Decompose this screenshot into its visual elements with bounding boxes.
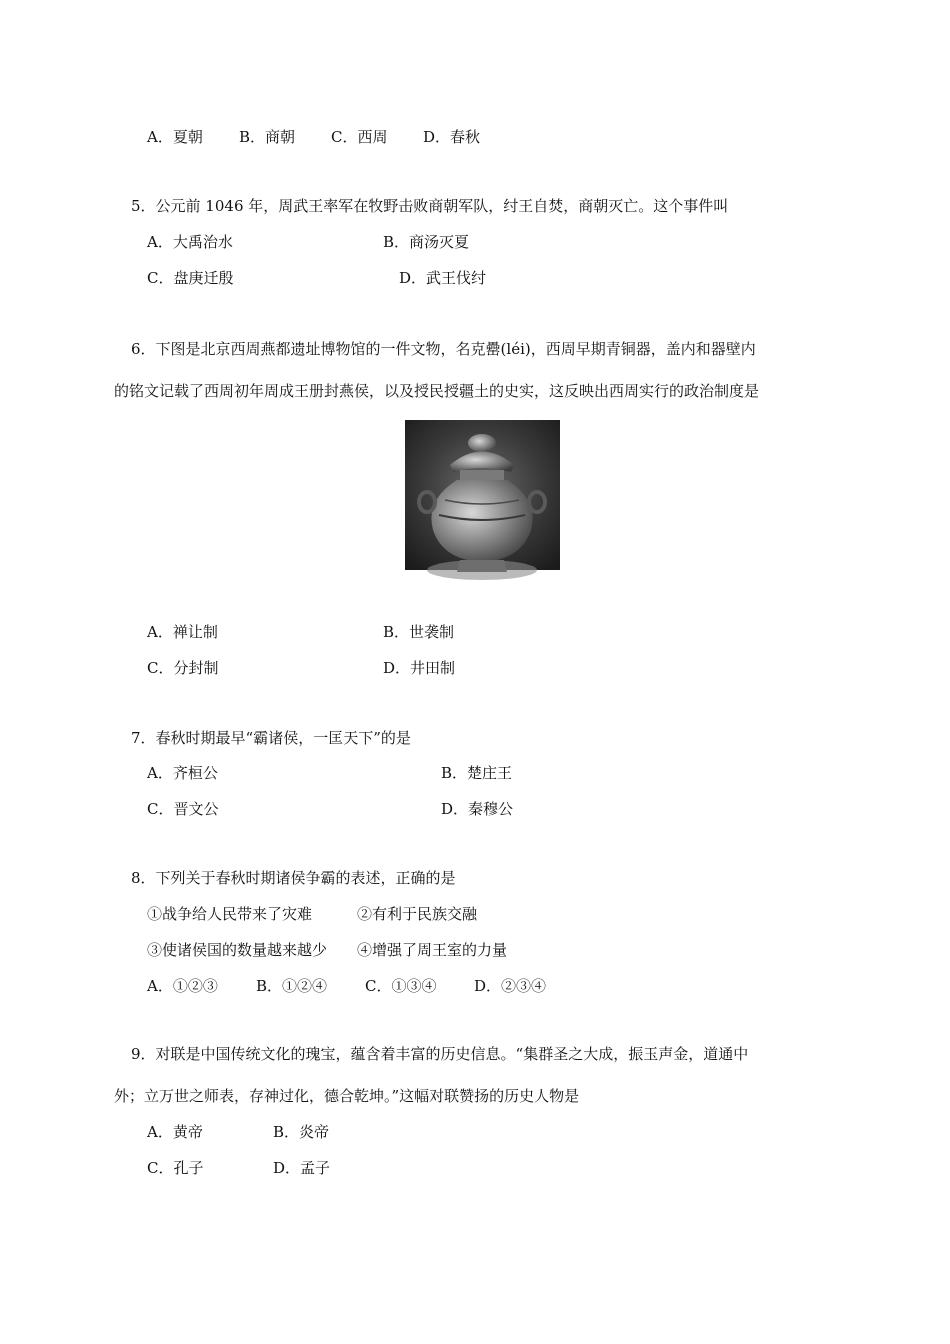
q4-option-d: D．春秋 [423, 128, 481, 146]
q5-stem: 5．公元前 1046 年，周武王率军在牧野击败商朝军队，纣王自焚，商朝灭亡。这个事件叫 [131, 197, 729, 215]
q4-option-c: C．西周 [331, 128, 388, 146]
q5-option-d: D．武王伐纣 [399, 269, 487, 287]
q6-option-d: D．井田制 [383, 659, 456, 677]
q7-option-a: A．齐桓公 [147, 764, 218, 782]
q9-option-b: B．炎帝 [273, 1123, 330, 1141]
q9-option-d: D．孟子 [273, 1159, 331, 1177]
q8-statement-1: ①战争给人民带来了灾难 [147, 905, 313, 923]
q8-statement-4: ④增强了周王室的力量 [357, 941, 508, 959]
q8-option-a: A．①②③ [147, 977, 218, 995]
q8-option-d: D．②③④ [474, 977, 547, 995]
q4-option-a: A．夏朝 [147, 128, 203, 146]
q8-stem: 8．下列关于春秋时期诸侯争霸的表述，正确的是 [131, 869, 456, 887]
q5-option-b: B．商汤灭夏 [383, 233, 470, 251]
q6-stem-line1: 6．下图是北京西周燕都遗址博物馆的一件文物，名克罍(léi)，西周早期青铜器，盖内和器壁内 [131, 340, 756, 358]
q9-option-c: C．孔子 [147, 1159, 204, 1177]
q9-option-a: A．黄帝 [147, 1123, 203, 1141]
q7-option-c: C．晋文公 [147, 800, 219, 818]
q8-statement-3: ③使诸侯国的数量越来越少 [147, 941, 328, 959]
q6-option-b: B．世袭制 [383, 623, 455, 641]
q5-option-c: C．盘庚迁殷 [147, 269, 234, 287]
q7-option-b: B．楚庄王 [441, 764, 513, 782]
q9-stem-line2: 外；立万世之师表，存神过化，德合乾坤。”这幅对联赞扬的历史人物是 [114, 1087, 580, 1105]
q7-stem: 7．春秋时期最早“霸诸侯，一匡天下”的是 [131, 729, 411, 747]
bronze-lei-image [405, 420, 560, 585]
q6-stem-line2: 的铭文记载了西周初年周成王册封燕侯，以及授民授疆土的史实，这反映出西周实行的政治制度是 [114, 382, 760, 400]
q7-option-d: D．秦穆公 [441, 800, 514, 818]
q8-option-b: B．①②④ [256, 977, 328, 995]
q9-stem-line1: 9．对联是中国传统文化的瑰宝，蕴含着丰富的历史信息。“集群圣之大成，振玉声金，道通中 [131, 1045, 749, 1063]
q6-option-a: A．禅让制 [147, 623, 218, 641]
q5-option-a: A．大禹治水 [147, 233, 233, 251]
q8-option-c: C．①③④ [365, 977, 437, 995]
q4-option-b: B．商朝 [239, 128, 296, 146]
q6-option-c: C．分封制 [147, 659, 219, 677]
q8-statement-2: ②有利于民族交融 [357, 905, 478, 923]
